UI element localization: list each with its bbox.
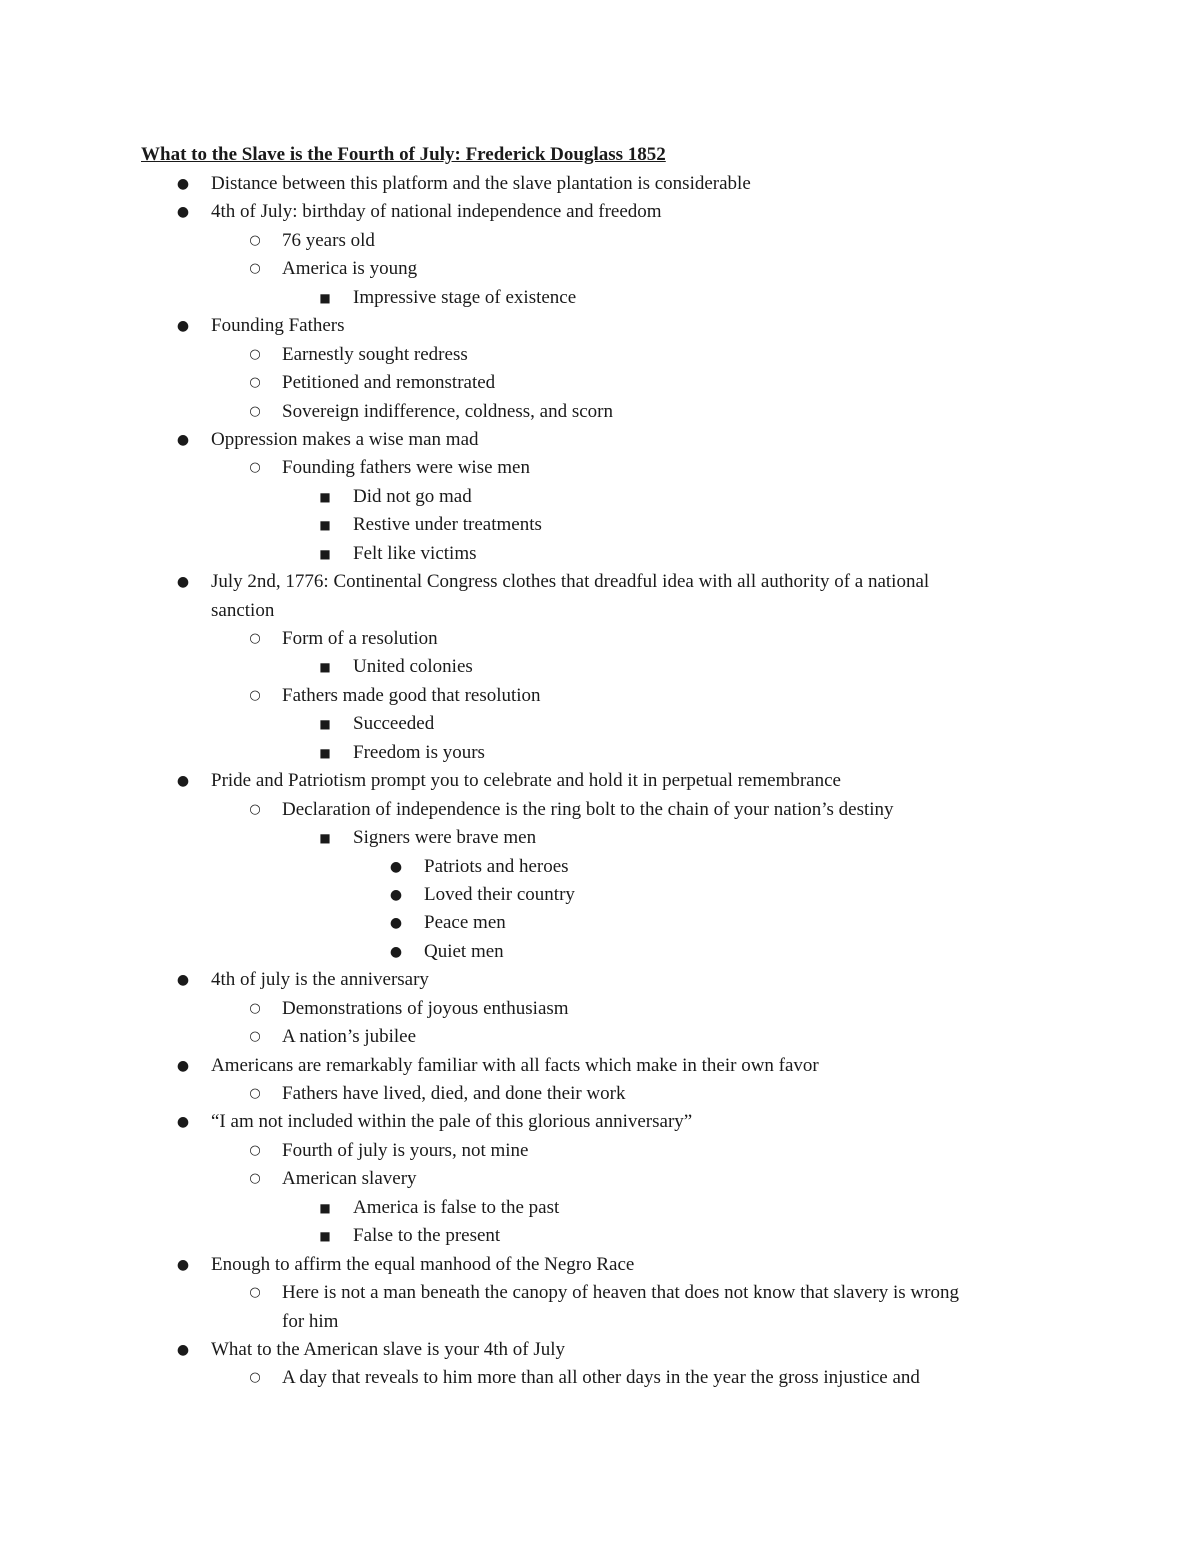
bullet-circle-icon: ○ [249,1029,261,1045]
outline-item [0,398,1200,426]
outline-item [0,426,1200,454]
outline-item [0,341,1200,369]
outline-item [0,198,1200,226]
outline-item [0,1165,1200,1193]
outline-item-text: Founding fathers were wise men [282,457,530,479]
outline-item-text: 4th of July: birthday of national independence and freedom [211,201,662,223]
outline-item [0,710,1200,738]
bullet-disc-icon: ● [389,943,403,960]
outline-item [0,938,1200,966]
outline-item [0,1251,1200,1279]
outline-item-text: Americans are remarkably familiar with all facts which make in their own favor [211,1054,819,1076]
outline-item-text: America is false to the past [353,1196,560,1218]
outline-item [0,796,1200,824]
outline-item [0,1308,1200,1336]
bullet-circle-icon: ○ [249,1000,261,1016]
outline-item-text: 4th of july is the anniversary [211,969,429,991]
outline-item [0,767,1200,795]
outline-item-text: Petitioned and remonstrated [282,372,496,394]
bullet-disc-icon: ● [176,176,190,192]
bullet-square-icon: ■ [319,518,331,533]
bullet-disc-icon: ● [176,773,190,790]
outline-item [0,653,1200,681]
outline-item-text: Enough to affirm the equal manhood of the Negro Race [211,1253,635,1275]
bullet-circle-icon: ○ [249,1171,261,1187]
bullet-square-icon: ■ [319,1229,331,1244]
outline-item [0,739,1200,767]
bullet-circle-icon: ○ [249,1086,261,1101]
bullet-square-icon: ■ [319,489,331,504]
bullet-square-icon: ■ [319,1200,331,1215]
outline-item-text: Succeeded [353,713,435,735]
outline-item-text: Distance between this platform and the slave plantation is considerable [211,173,751,194]
outline-item-text: A day that reveals to him more than all other days in the year the gross injustice and [282,1367,920,1389]
bullet-circle-icon: ○ [249,687,261,703]
outline-item-text: Fourth of july is yours, not mine [282,1139,529,1161]
outline-item [0,682,1200,710]
outline-item-text: for him [282,1310,339,1332]
outline-item [0,909,1200,937]
outline-item [0,454,1200,482]
outline-item-text: Peace men [424,912,506,934]
outline-item-text: Sovereign indifference, coldness, and scorn [282,400,613,422]
bullet-square-icon: ■ [319,745,331,760]
bullet-disc-icon: ● [176,204,190,221]
bullet-circle-icon: ○ [249,232,261,248]
outline-item [0,284,1200,312]
outline-item-text: Here is not a man beneath the canopy of heaven that does not know that slavery is wrong [282,1282,959,1304]
bullet-disc-icon: ● [176,574,190,591]
outline-item [0,966,1200,994]
outline-item-text: Patriots and heroes [424,855,569,877]
outline-item [0,881,1200,909]
bullet-disc-icon: ● [176,972,190,989]
bullet-disc-icon: ● [176,1256,190,1273]
outline-item-text: A nation’s jubilee [282,1026,417,1048]
outline-item-text: Signers were brave men [353,827,537,849]
outline-item [0,1194,1200,1222]
outline-item-text: Fathers made good that resolution [282,684,541,706]
outline-item [0,1336,1200,1364]
bullet-circle-icon: ○ [249,403,261,419]
bullet-circle-icon: ○ [249,460,261,476]
bullet-square-icon: ■ [319,717,331,732]
outline-item-text: Oppression makes a wise man mad [211,428,479,450]
outline-item-text: Demonstrations of joyous enthusiasm [282,997,569,1019]
outline-item-text: United colonies [353,656,473,678]
bullet-circle-icon: ○ [249,1285,261,1301]
outline-item [0,1023,1200,1051]
bullet-disc-icon: ● [176,1057,190,1074]
bullet-disc-icon: ● [176,318,190,335]
outline-item [0,824,1200,852]
outline-item [0,1108,1200,1136]
outline-item [0,1080,1200,1108]
bullet-circle-icon: ○ [249,1142,261,1158]
outline-item [0,995,1200,1023]
outline-item-text: Pride and Patriotism prompt you to celebrate and hold it in perpetual remembrance [211,770,841,792]
outline-item [0,227,1200,255]
outline-item-text: American slavery [282,1168,417,1190]
bullet-circle-icon: ○ [249,346,261,362]
bullet-square-icon: ■ [319,660,331,675]
outline-item [0,312,1200,340]
bullet-circle-icon: ○ [249,801,261,817]
outline-item-text: Felt like victims [353,542,477,564]
bullet-disc-icon: ● [176,431,190,448]
outline-item-text: Fathers have lived, died, and done their work [282,1083,626,1104]
bullet-disc-icon: ● [389,858,403,875]
outline-item [0,625,1200,653]
outline-item [0,1052,1200,1080]
outline-item-text: “I am not included within the pale of this glorious anniversary” [211,1111,693,1133]
outline-item [0,483,1200,511]
outline-item-text: Founding Fathers [211,315,345,337]
outline-item-text: Impressive stage of existence [353,286,577,308]
outline-item-text: False to the present [353,1225,501,1247]
page-title: What to the Slave is the Fourth of July: Frederick Douglass 1852 [141,144,666,165]
outline-item-text: Freedom is yours [353,741,485,763]
outline-item-text: Earnestly sought redress [282,343,468,365]
outline-item-text: July 2nd, 1776: Continental Congress clothes that dreadful idea with all authority of a national [211,571,930,593]
outline-item [0,255,1200,283]
outline-item [0,1137,1200,1165]
outline-item-text: What to the American slave is your 4th of July [211,1338,566,1360]
outline-item [0,1364,1200,1392]
outline-item [0,369,1200,397]
outline-item [0,540,1200,568]
outline-item [0,1279,1200,1307]
bullet-circle-icon: ○ [249,261,261,277]
bullet-disc-icon: ● [389,886,403,903]
bullet-square-icon: ■ [319,831,331,846]
bullet-circle-icon: ○ [249,375,261,391]
outline-item-text: Quiet men [424,940,504,962]
outline-item-text: Restive under treatments [353,514,542,536]
outline-item [0,597,1200,625]
bullet-disc-icon: ● [176,1114,190,1131]
outline-item-text: Declaration of independence is the ring bolt to the chain of your nation’s destiny [282,798,894,820]
outline-item-text: sanction [211,599,275,621]
outline-item-text: 76 years old [282,229,375,251]
outline-item-text: Form of a resolution [282,628,438,649]
bullet-square-icon: ■ [319,290,331,305]
outline-item [0,1222,1200,1250]
bullet-disc-icon: ● [176,1341,190,1358]
outline-list [0,170,1200,1393]
outline-item-text: America is young [282,258,418,280]
bullet-circle-icon: ○ [249,631,261,646]
outline-item-text: Did not go mad [353,485,472,507]
bullet-circle-icon: ○ [249,1370,261,1386]
bullet-square-icon: ■ [319,546,331,561]
outline-item [0,511,1200,539]
outline-item [0,170,1200,198]
outline-item [0,568,1200,596]
outline-item-text: Loved their country [424,883,575,905]
bullet-disc-icon: ● [389,915,403,932]
outline-item [0,853,1200,881]
